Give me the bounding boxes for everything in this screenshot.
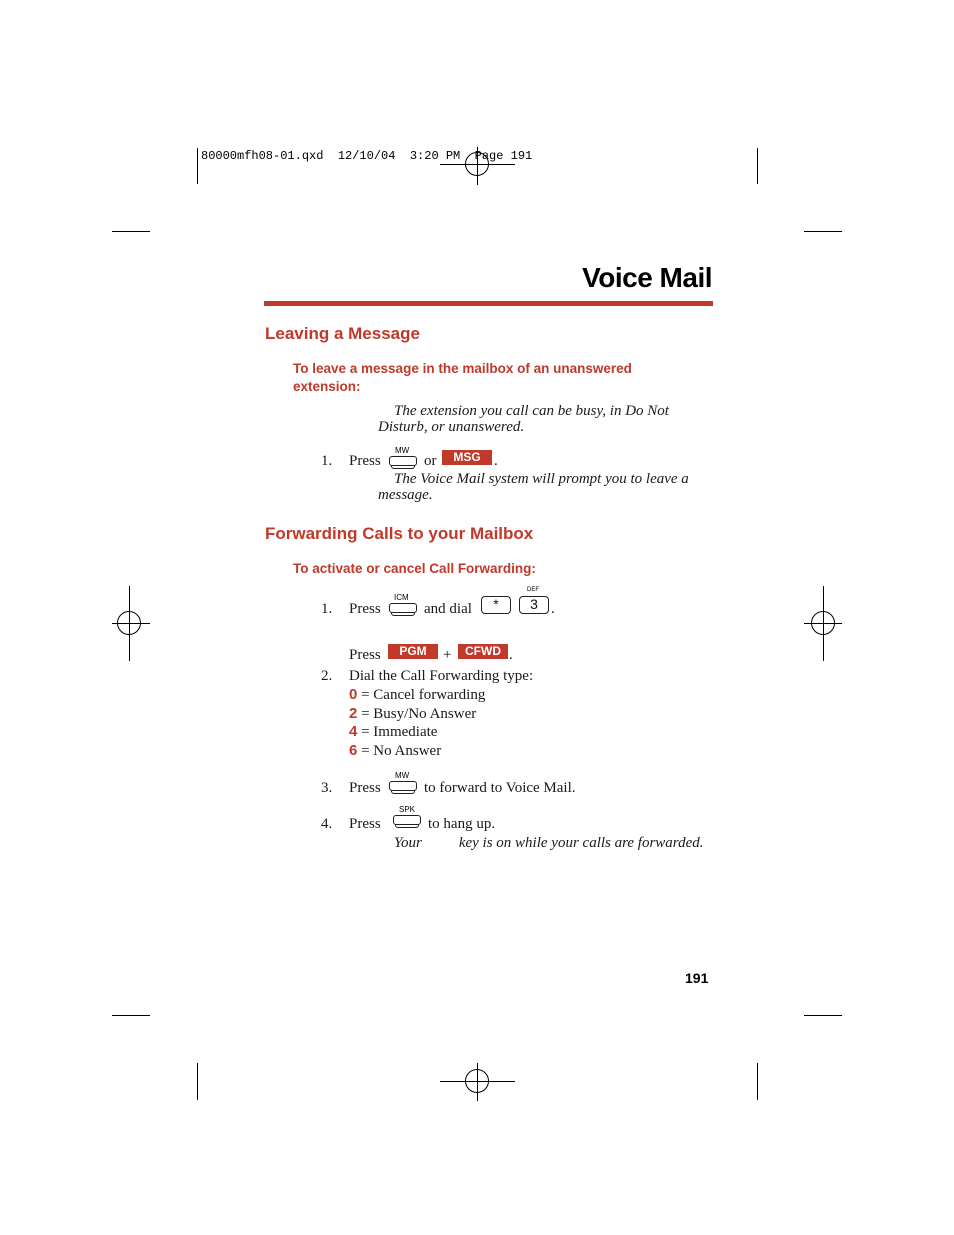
step-text: + — [443, 647, 452, 663]
subheading-call-forwarding: To activate or cancel Call Forwarding: — [293, 561, 536, 576]
subheading-leave-message: To leave a message in the mailbox of an unanswered extension: — [293, 361, 632, 394]
forward-option: 0 = Cancel forwarding — [349, 686, 486, 703]
crop-mark — [804, 1015, 842, 1016]
forward-option: 2 = Busy/No Answer — [349, 705, 477, 722]
step-text: Press — [349, 453, 381, 469]
note-extension-status: The extension you call can be busy, in Do Not Disturb, or unanswered. — [378, 403, 669, 435]
slug-line: 80000mfh08-01.qxd 12/10/04 3:20 PM Page 191 — [201, 149, 533, 163]
star-key-icon: * — [481, 596, 511, 614]
step-text: to hang up. — [428, 816, 496, 832]
crop-mark — [757, 148, 758, 184]
step-text: . — [509, 647, 513, 663]
mw-key-icon — [389, 781, 417, 791]
step-number: 2. — [321, 668, 333, 684]
crop-mark — [112, 231, 150, 232]
page-number: 191 — [685, 970, 709, 986]
section-heading-forwarding: Forwarding Calls to your Mailbox — [265, 524, 534, 543]
step-text: or — [424, 453, 437, 469]
registration-mark — [811, 611, 835, 635]
spk-key-icon — [393, 815, 421, 825]
note-voicemail-prompt: The Voice Mail system will prompt you to leave a message. — [378, 471, 689, 503]
step-text: Press — [349, 780, 381, 796]
cfwd-key-icon: CFWD — [458, 644, 508, 659]
icm-key-icon — [389, 603, 417, 613]
msg-key-icon: MSG — [442, 450, 492, 465]
section-heading-leaving-message: Leaving a Message — [265, 324, 420, 343]
step-number: 4. — [321, 816, 333, 832]
crop-mark — [197, 148, 198, 184]
crop-mark — [757, 1063, 758, 1100]
step-number: 1. — [321, 453, 333, 469]
step-text: Press — [349, 647, 381, 663]
mw-key-icon — [389, 456, 417, 466]
step-text: Press — [349, 816, 381, 832]
forward-option: 4 = Immediate — [349, 723, 438, 740]
key-label: MW — [395, 771, 410, 780]
step-number: 3. — [321, 780, 333, 796]
crop-mark — [804, 231, 842, 232]
key-label: MW — [395, 446, 410, 455]
registration-mark — [465, 1069, 489, 1093]
three-key-icon: 3 — [519, 596, 549, 614]
step-text: Press — [349, 601, 381, 617]
crop-mark — [112, 1015, 150, 1016]
key-label: SPK — [399, 805, 416, 814]
step-text: . — [494, 453, 498, 469]
forward-option: 6 = No Answer — [349, 742, 442, 759]
pgm-key-icon: PGM — [388, 644, 438, 659]
step-text: Dial the Call Forwarding type: — [349, 668, 534, 684]
step-text: to forward to Voice Mail. — [424, 780, 576, 796]
key-label: ICM — [394, 593, 409, 602]
key-sub-label: DEF — [527, 587, 539, 593]
registration-mark — [117, 611, 141, 635]
step-number: 1. — [321, 601, 333, 617]
title-rule — [264, 301, 713, 306]
step-text: and dial — [424, 601, 472, 617]
note-key-on: Your key is on while your calls are forwarded. — [394, 835, 704, 851]
crop-mark — [197, 1063, 198, 1100]
step-text: . — [551, 601, 555, 617]
page-title: Voice Mail — [582, 262, 712, 293]
